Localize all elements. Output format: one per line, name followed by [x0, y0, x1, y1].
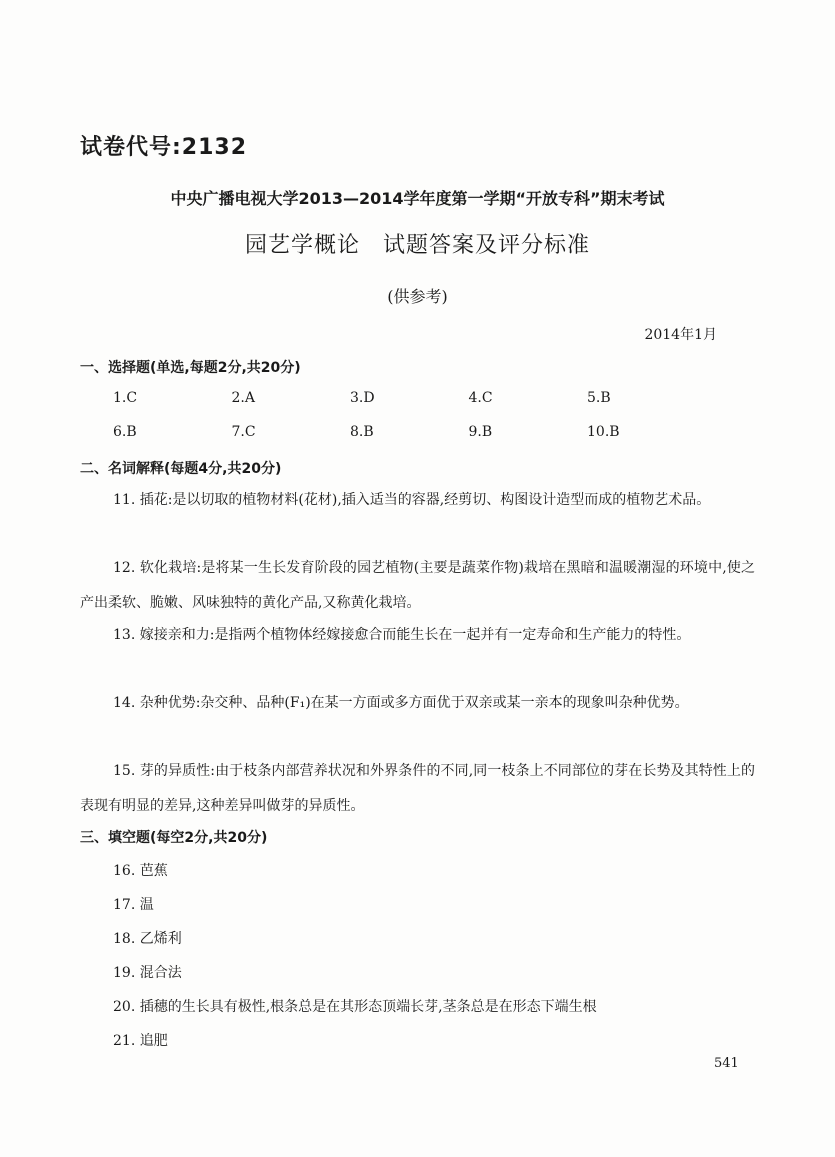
section-3-heading: 三、填空题(每空2分,共20分) [80, 830, 268, 846]
fill-item: 19. 混合法 [113, 965, 182, 981]
fill-item: 21. 追肥 [113, 1033, 168, 1049]
answer-item: 2.A [231, 390, 255, 406]
exam-code: 试卷代号:2132 [80, 135, 248, 160]
definition-item: 14. 杂种优势:杂交种、品种(F₁)在某一方面或多方面优于双亲或某一亲本的现象叫杂种优势。 [113, 695, 689, 711]
document-subtitle: (供参考) [387, 287, 448, 306]
answer-item: 9.B [468, 424, 493, 440]
answer-item: 3.D [350, 390, 375, 406]
fill-item: 17. 温 [113, 897, 154, 913]
section-2-heading: 二、名词解释(每题4分,共20分) [80, 461, 282, 477]
fill-item: 20. 插穗的生长具有极性,根条总是在其形态顶端长芽,茎条总是在形态下端生根 [113, 999, 597, 1015]
definition-item: 11. 插花:是以切取的植物材料(花材),插入适当的容器,经剪切、构图设计造型而成的植物艺术品。 [113, 492, 711, 508]
answer-item: 6.B [113, 424, 137, 440]
definition-item: 13. 嫁接亲和力:是指两个植物体经嫁接愈合而能生长在一起并有一定寿命和生产能力的特性。 [113, 627, 691, 643]
document-title: 园艺学概论 试题答案及评分标准 [244, 233, 590, 258]
page-number: 541 [714, 1056, 739, 1071]
exam-header: 中央广播电视大学2013—2014学年度第一学期“开放专科”期末考试 [170, 189, 665, 208]
answer-item: 7.C [231, 424, 256, 440]
definition-item: 12. 软化栽培:是将某一生长发育阶段的园艺植物(主要是蔬菜作物)栽培在黑暗和温暖潮湿的环境中,使之产出柔软、脆嫩、风味独特的黄化产品,又称黄化栽培。 [80, 560, 755, 611]
answer-row-2 [113, 424, 706, 440]
fill-item: 16. 芭蕉 [113, 863, 168, 879]
answer-row-1 [113, 390, 706, 406]
answer-item: 8.B [350, 424, 374, 440]
answer-item: 4.C [468, 390, 493, 406]
definition-item: 15. 芽的异质性:由于枝条内部营养状况和外界条件的不同,同一枝条上不同部位的芽在长势及其特性上的表现有明显的差异,这种差异叫做芽的异质性。 [80, 763, 755, 814]
answer-item: 5.B [587, 390, 611, 406]
section-1-heading: 一、选择题(单选,每题2分,共20分) [80, 360, 301, 376]
answer-item: 1.C [113, 390, 138, 406]
fill-item: 18. 乙烯利 [113, 931, 182, 947]
document-date: 2014年1月 [644, 327, 717, 343]
answer-item: 10.B [587, 424, 620, 440]
